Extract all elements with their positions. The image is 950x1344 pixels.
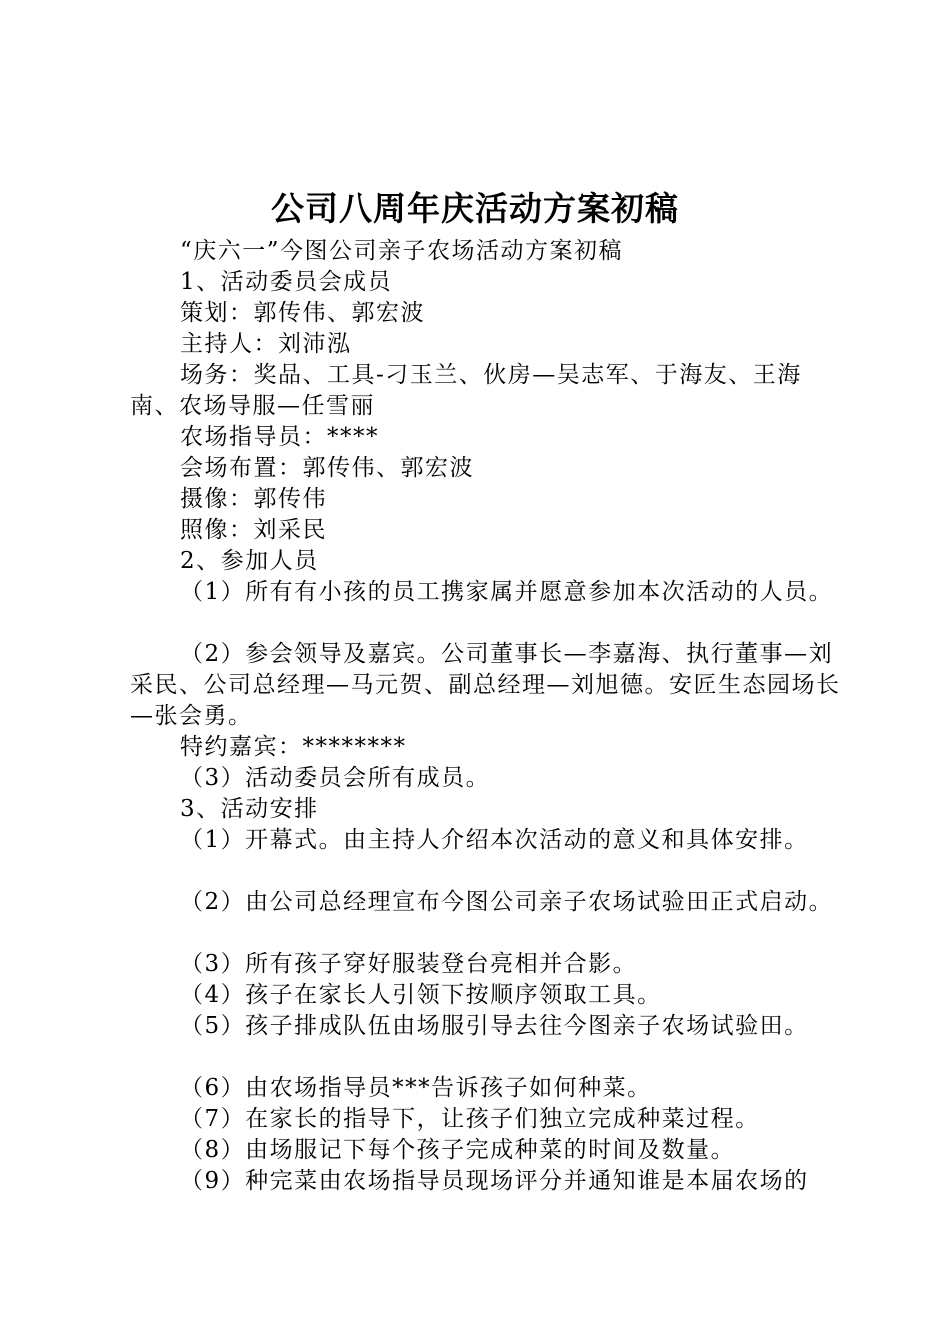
document-subtitle: “庆六一”今图公司亲子农场活动方案初稿 <box>180 238 624 264</box>
host-line: 主持人：刘沛泓 <box>180 331 352 357</box>
section-2-heading: 2、参加人员 <box>180 548 319 574</box>
schedule-item-3: （3）所有孩子穿好服装登台亮相并合影。 <box>180 951 638 977</box>
schedule-item-6: （6）由农场指导员***告诉孩子如何种菜。 <box>180 1075 652 1101</box>
participants-item-3: （3）活动委员会所有成员。 <box>180 765 491 791</box>
schedule-item-1: （1）开幕式。由主持人介绍本次活动的意义和具体安排。 <box>180 827 809 853</box>
schedule-item-2: （2）由公司总经理宣布今图公司亲子农场试验田正式启动。 <box>180 889 834 915</box>
section-3-heading: 3、活动安排 <box>180 796 319 822</box>
schedule-item-9: （9）种完菜由农场指导员现场评分并通知谁是本届农场的 <box>180 1168 809 1194</box>
photo-line: 照像：刘采民 <box>180 517 327 543</box>
video-line: 摄像：郭传伟 <box>180 486 327 512</box>
section-1-heading: 1、活动委员会成员 <box>180 269 393 295</box>
participants-item-1: （1）所有有小孩的员工携家属并愿意参加本次活动的人员。 <box>180 579 834 605</box>
planning-line: 策划：郭传伟、郭宏波 <box>180 300 425 326</box>
venue-layout-line: 会场布置：郭传伟、郭宏波 <box>180 455 474 481</box>
special-guests-line: 特约嘉宾：******** <box>180 734 407 760</box>
document-title: 公司八周年庆活动方案初稿 <box>271 189 679 228</box>
venue-affairs-line: 场务：奖品、工具-刁玉兰、伙房—吴志军、于海友、王海南、农场导服—任雪丽 <box>130 362 802 419</box>
schedule-item-5: （5）孩子排成队伍由场服引导去往今图亲子农场试验田。 <box>180 1013 809 1039</box>
schedule-item-8: （8）由场服记下每个孩子完成种菜的时间及数量。 <box>180 1137 736 1163</box>
schedule-item-7: （7）在家长的指导下，让孩子们独立完成种菜过程。 <box>180 1106 760 1132</box>
participants-item-2: （2）参会领导及嘉宾。公司董事长—李嘉海、执行董事—刘采民、公司总经理—马元贺、副总经理—刘旭德。安匠生态园场长—张会勇。 <box>130 641 841 729</box>
paragraph-gap <box>130 918 842 949</box>
document-body <box>130 236 842 1197</box>
paragraph-gap <box>130 1042 842 1073</box>
schedule-item-4: （4）孩子在家长人引领下按顺序领取工具。 <box>180 982 662 1008</box>
paragraph-gap <box>130 856 842 887</box>
farm-guide-line: 农场指导员：**** <box>180 424 379 450</box>
paragraph-gap <box>130 608 842 639</box>
